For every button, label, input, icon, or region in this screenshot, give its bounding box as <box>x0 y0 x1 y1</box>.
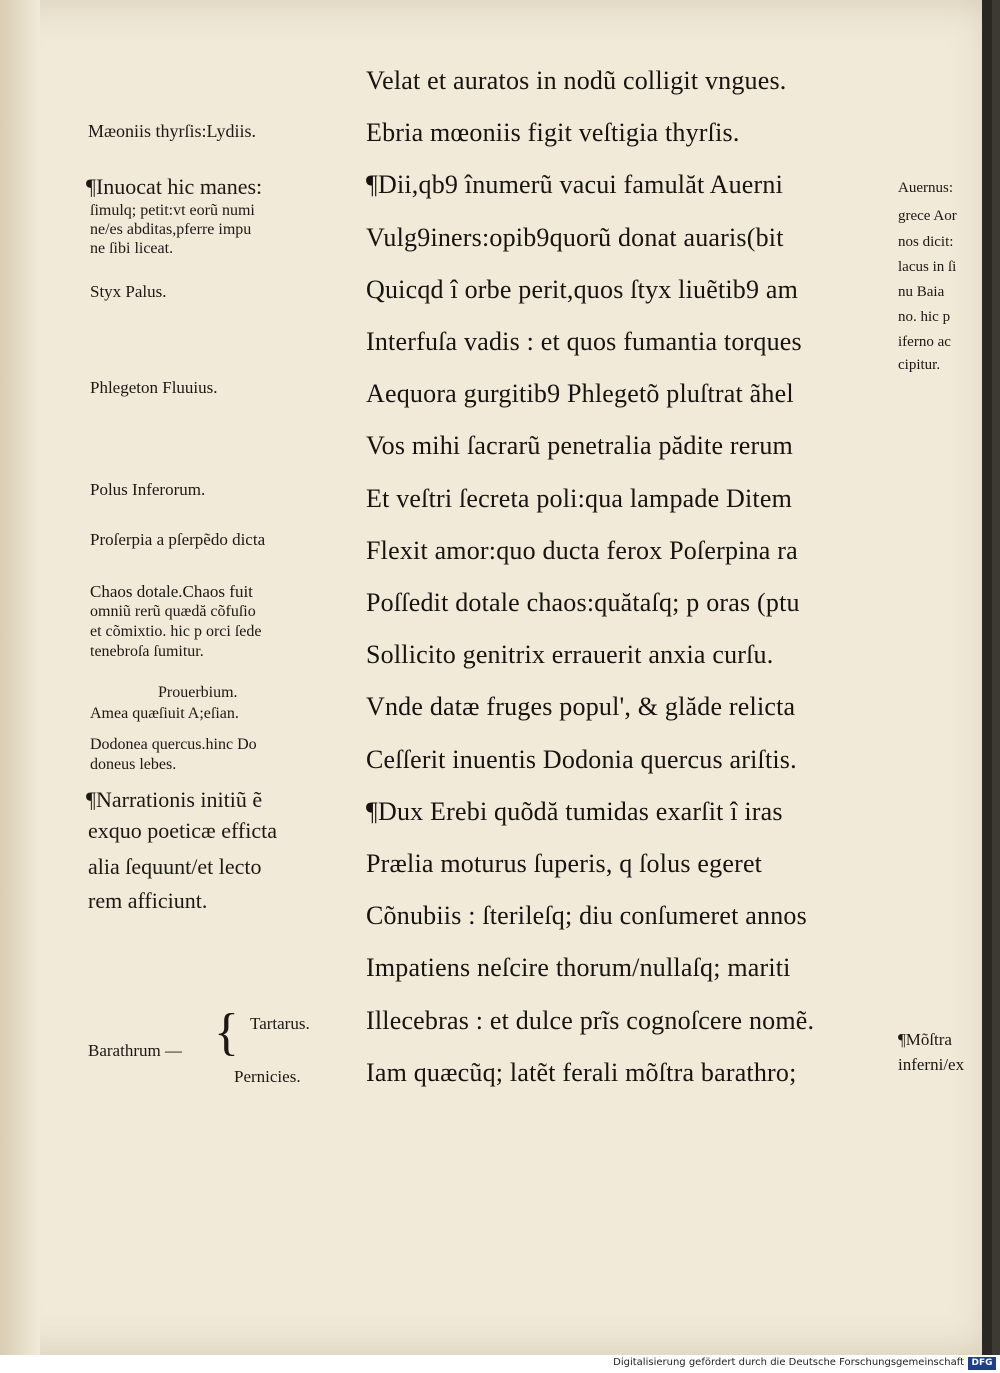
gloss-styx: Styx Palus. <box>90 282 167 301</box>
verse-line: ¶Dux Erebi quõdă tumidas exarſit î iras <box>366 797 783 826</box>
gloss-chaos-line: tenebroſa ſumitur. <box>90 643 204 660</box>
verse-line: Vulg9iners:opib9quorũ donat auaris(bit <box>366 223 784 252</box>
gloss-amea: Amea quæſiuit A;eſian. <box>90 705 239 722</box>
page-left-edge <box>0 0 40 1355</box>
gloss-prouerbium: Prouerbium. <box>158 684 238 701</box>
gloss-inuocat-line: ne/es abditas,pferre impu <box>90 221 252 238</box>
footer-credit: Digitalisierung gefördert durch die Deutsche Forschungsgemeinschaft <box>613 1357 964 1368</box>
verse-line: Interfuſa vadis : et quos fumantia torques <box>366 327 802 356</box>
gloss-proserpina: Proſerpia a pſerpẽdo dicta <box>90 530 266 549</box>
gloss-auernus-line: iferno ac <box>898 334 951 350</box>
gloss-auernus-line: Auernus: <box>898 180 953 196</box>
gloss-narrationis-line: rem afficiunt. <box>88 888 208 913</box>
gloss-monstra-line: ¶Mõſtra <box>898 1030 952 1049</box>
gloss-auernus-line: cipitur. <box>898 357 941 373</box>
gloss-dodonea-line: doneus lebes. <box>90 756 177 773</box>
verse-line: Vnde datæ fruges popul', & glăde relicta <box>366 692 796 721</box>
verse-line: Illecebras : et dulce prĩs cognoſcere nomẽ. <box>366 1006 815 1035</box>
gloss-auernus-line: grece Aor <box>898 208 957 224</box>
footer-bar <box>0 1355 1000 1373</box>
verse-line: Poſſedit dotale chaos:quătaſq; p oras (ptu <box>366 588 800 617</box>
gloss-dodonea-line: Dodonea quercus.hinc Do <box>90 736 257 753</box>
verse-line: Iam quæcũq; latẽt ferali mõſtra barathro; <box>366 1058 797 1087</box>
verse-line: Aequora gurgitib9 Phlegetõ pluſtrat ãhel <box>366 379 794 408</box>
verse-line: Flexit amor:quo ducta ferox Poſerpina ra <box>366 536 798 565</box>
gloss-auernus-line: no. hic p <box>898 309 951 325</box>
gloss-inuocat-line: ne ſibi liceat. <box>90 240 174 257</box>
dfg-logo: DFG <box>968 1357 996 1370</box>
verse-line: Velat et auratos in nodũ colligit vngues. <box>366 66 787 95</box>
verse-line: Prælia moturus ſuperis, q ſolus egeret <box>366 849 763 878</box>
gloss-auernus-line: lacus in ſi <box>898 259 957 275</box>
verse-line: Quicqd î orbe perit,quos ſtyx liuẽtib9 am <box>366 275 799 304</box>
gloss-inuocat-line: ſimulq; petit:vt eorũ numi <box>90 202 255 219</box>
gloss-narrationis-line: ¶Narrationis initiũ ẽ <box>86 787 263 812</box>
brace-icon: { <box>214 1004 239 1061</box>
gloss-chaos-line: et cõmixtio. hic p orci ſede <box>90 623 262 640</box>
page-right-edge <box>982 0 992 1355</box>
gloss-chaos-line: omniũ rerũ quædă cõfuſio <box>90 603 256 620</box>
gloss-polus: Polus Inferorum. <box>90 480 206 499</box>
gloss-auernus-line: nos dicit: <box>898 234 954 250</box>
verse-line: Impatiens neſcire thorum/nullaſq; mariti <box>366 953 791 982</box>
gloss-tartarus: Tartarus. <box>250 1014 310 1033</box>
gloss-chaos-line: Chaos dotale.Chaos fuit <box>90 582 253 601</box>
gloss-narrationis-line: alia ſequunt/et lecto <box>88 854 262 879</box>
gloss-barathrum: Barathrum — <box>88 1041 182 1060</box>
verse-line: Vos mihi ſacrarũ penetralia pădite rerum <box>366 431 793 460</box>
gloss-maeoniis: Mæoniis thyrſis:Lydiis. <box>88 121 257 141</box>
verse-line: Ceſſerit inuentis Dodonia quercus ariſtis. <box>366 745 797 774</box>
gloss-auernus-line: nu Baia <box>898 284 945 300</box>
verse-line: Ebria mœoniis figit veſtigia thyrſis. <box>366 118 740 147</box>
verse-line: Cõnubiis : ſterileſq; diu conſumeret annos <box>366 901 807 930</box>
gloss-pernicies: Pernicies. <box>234 1067 301 1086</box>
gloss-phlegeton: Phlegeton Fluuius. <box>90 378 218 397</box>
gloss-inuocat-heading: ¶Inuocat hic manes: <box>86 174 263 199</box>
verse-line: Et veſtri ſecreta poli:qua lampade Ditem <box>366 484 793 513</box>
gloss-monstra-line: inferni/ex <box>898 1055 965 1074</box>
gloss-narrationis-line: exquo poeticæ efficta <box>88 818 277 843</box>
verse-line: ¶Dii,qb9 înumerũ vacui famulăt Auerni <box>366 170 784 199</box>
verse-line: Sollicito genitrix errauerit anxia curſu. <box>366 640 774 669</box>
